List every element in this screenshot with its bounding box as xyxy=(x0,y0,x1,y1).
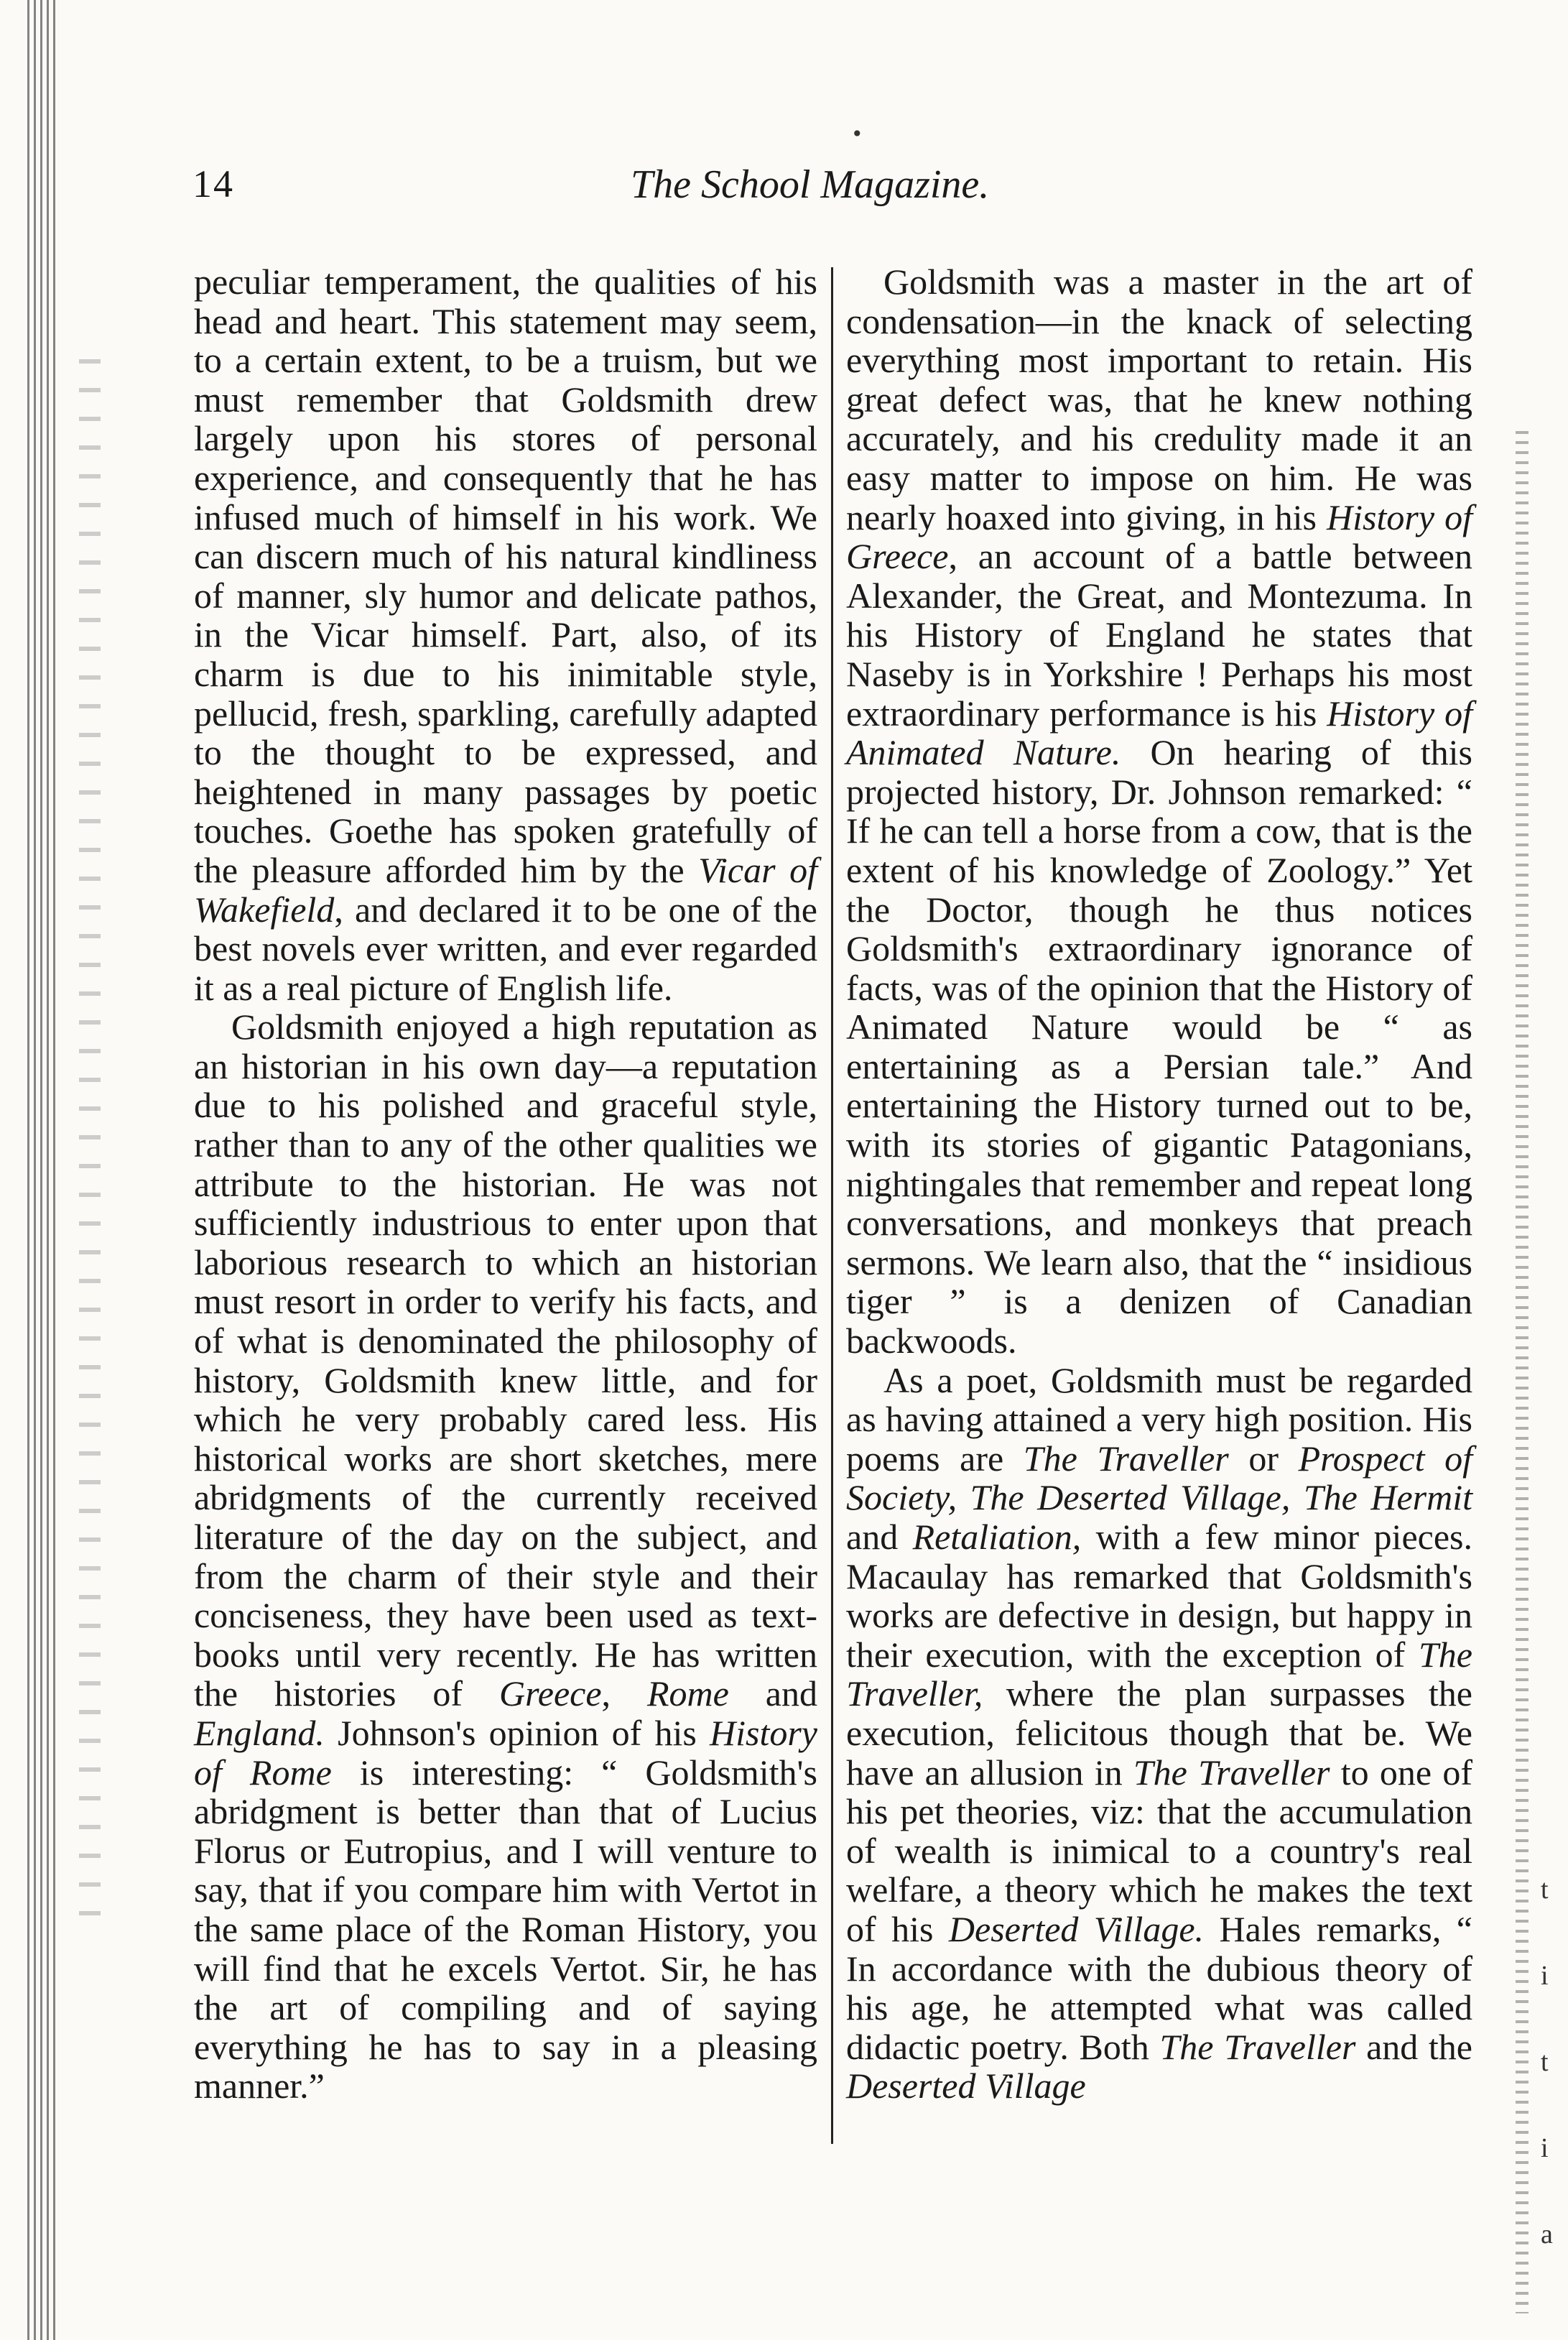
running-title: The School Magazine. xyxy=(631,162,990,207)
right-page-edge xyxy=(1516,431,1528,2313)
binding-edge xyxy=(27,0,56,2340)
right-column xyxy=(846,262,1472,2339)
paragraph: Goldsmith enjoyed a high reputation as an historian in his own day—a reputation due to his polished and graceful style, rather than to any of the other qualities we attribute to the historian. He was not sufficiently industrious to enter upon that laborious research to which an historian must resort in order to verify his facts, and of what is denominated the philosophy of history, Goldsmith knew little, and for which he very probably cared less. His historical works are short sketches, mere abridgments of the currently received literature of the day on the subject, and from the charm of their style and their conciseness, they have been used as text-books until very recently. He has written the histories of Greece, Rome and England. Johnson's opinion of his History of Rome is interesting: “ Goldsmith's abridgment is better than that of Lucius Florus or Eutropius, and I will venture to say, that if you compare him with Vertot in the same place of the Roman History, you will find that he excels Vertot. Sir, he has the art of compiling and of saying everything he has to say in a pleasing manner.” xyxy=(194,1007,818,2107)
page-number: 14 xyxy=(192,162,234,205)
column-rule xyxy=(831,267,833,2144)
left-column xyxy=(194,262,817,2339)
binding-shadow xyxy=(79,359,101,1940)
paragraph: As a poet, Goldsmith must be regarded as having attained a very high position. His poems are The Traveller or Prospect of Society, The Deserted Village, The Hermit and Retaliation, with a few minor pieces. Macaulay has remarked that Goldsmith's works are defective in design, but happy in their execution, with the exception of The Traveller, where the plan surpasses the execution, felicitous though that be. We have an allusion in The Traveller to one of his pet theories, viz: that the accumulation of wealth is inimical to a country's real welfare, a theory which he makes the text of his Deserted Village. Hales remarks, “ In accordance with the dubious theory of his age, he attempted what was called didactic poetry. Both The Traveller and the Deserted Village xyxy=(846,1359,1473,2107)
paragraph: peculiar temperament, the qualities of his head and heart. This statement may seem, to a certain extent, to be a truism, but we must remember that Goldsmith drew largely upon his stores of personal experience, and consequently that he has infused much of himself in his work. We can discern much of his natural kindliness of manner, sly humor and delicate pathos, in the Vicar himself. Part, also, of its charm is due to his inimitable style, pellucid, fresh, sparkling, carefully adapted to the thought to be expressed, and heightened in many passages by poetic touches. Goethe has spoken gratefully of the pleasure afforded him by the Vicar of Wakefield, and declared it to be one of the best novels ever written, and ever regarded it as a real picture of English life. xyxy=(194,262,818,1008)
page-header xyxy=(192,162,1040,226)
paragraph: Goldsmith was a master in the art of condensation—in the knack of selecting everything most important to retain. His great defect was, that he knew nothing accurately, and his credulity made it an easy matter to impose on him. He was nearly hoaxed into giving, in his History of Greece, an account of a battle between Alexander, the Great, and Montezuma. In his History of England he states that Naseby is in Yorkshire ! Perhaps his most extraordinary performance is his History of Animated Nature. On hearing of this projected history, Dr. Johnson remarked: “ If he can tell a horse from a cow, that is the extent of his knowledge of Zoology.” Yet the Doctor, though he thus notices Goldsmith's extraordinary ignorance of facts, was of the opinion that the History of Animated Nature would be “ as entertaining as a Persian tale.” And entertaining the History turned out to be, with its stories of gigantic Patagonians, nightingales that remember and repeat long conversations, and monkeys that preach sermons. We learn also, that the “ insidious tiger ” is a denizen of Canadian backwoods. xyxy=(846,262,1472,1361)
ink-speck: • xyxy=(851,122,863,146)
adjacent-page-letters: t i t i a xyxy=(1541,1874,1553,2249)
